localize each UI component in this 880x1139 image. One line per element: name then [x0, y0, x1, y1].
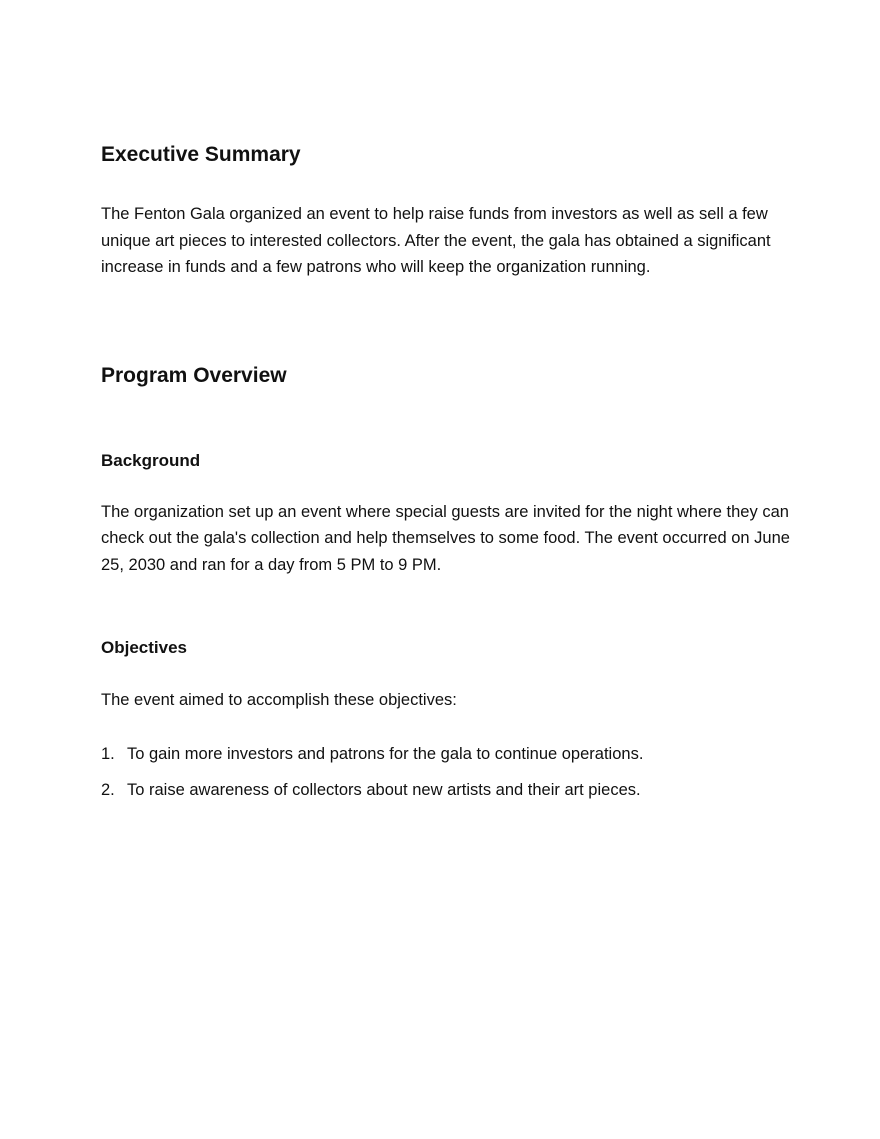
list-item-text: To gain more investors and patrons for the gala to continue operations. [127, 744, 644, 763]
objectives-intro: The event aimed to accomplish these objectives: [101, 691, 457, 709]
background-paragraph: The organization set up an event where special guests are invited for the night where they can check out the gala's collection and help themselves to some food. The event occurred on June 25, 2030 and ran for a day from 5 PM to 9 PM. [101, 502, 790, 574]
background-heading: Background [101, 450, 201, 470]
list-item [101, 778, 791, 802]
list-item-number: 2. [101, 780, 115, 799]
document-content [101, 140, 791, 802]
list-item [101, 742, 791, 766]
objectives-heading: Objectives [101, 638, 187, 657]
executive-summary-paragraph: The Fenton Gala organized an event to help raise funds from investors as well as sell a few unique art pieces to interested collectors. After the event, the gala has obtained a significant increase in funds and a few patrons who will keep the organization running. [101, 205, 771, 276]
list-item-number: 1. [101, 744, 115, 763]
objectives-list [101, 742, 791, 802]
list-item-text: To raise awareness of collectors about new artists and their art pieces. [127, 780, 641, 799]
executive-summary-heading: Executive Summary [101, 143, 301, 166]
program-overview-heading: Program Overview [101, 363, 287, 387]
